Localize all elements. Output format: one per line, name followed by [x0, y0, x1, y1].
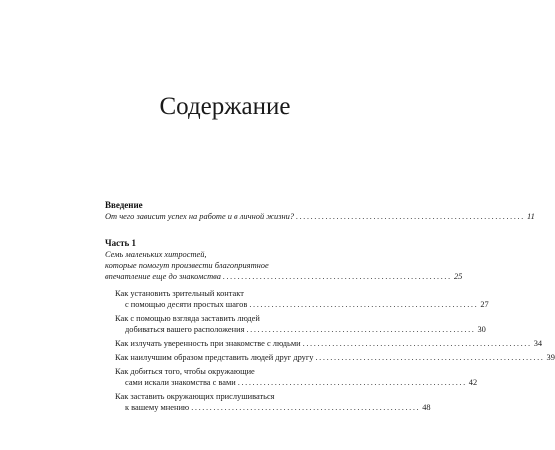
toc-entry — [115, 338, 543, 349]
toc-page-number: 25 — [453, 272, 463, 281]
toc-heading-introduction: Введение — [105, 200, 143, 210]
toc-entry-text: сами искали знакомства с вами — [125, 378, 236, 387]
toc-subsection — [115, 338, 543, 349]
dot-leader: .............................................................. — [296, 212, 526, 221]
dot-leader: .............................................................. — [249, 300, 479, 309]
dot-leader: .............................................................. — [191, 403, 421, 412]
toc-entry-text: впечатление еще до знакомства — [105, 272, 221, 281]
toc-entry-text: Как наилучшим образом представить людей друг другу — [115, 353, 314, 362]
toc-subsection — [115, 288, 489, 310]
toc-entry-line: Как добиться того, чтобы окружающие — [115, 367, 255, 376]
toc-entry-line: Как заставить окружающих прислушиваться — [115, 392, 275, 401]
toc-page-number: 34 — [533, 339, 543, 348]
toc-page-number: 42 — [468, 378, 478, 387]
toc-page-number: 48 — [422, 403, 431, 412]
toc-page-number: 39 — [546, 353, 555, 362]
toc-entry-introduction — [105, 211, 535, 222]
dot-leader: .............................................................. — [315, 353, 545, 362]
page-title: Содержание — [159, 93, 291, 120]
toc-section-part-1 — [105, 238, 555, 413]
toc-subsections — [105, 288, 555, 413]
toc-subsection — [115, 391, 431, 413]
toc-subsection — [115, 313, 486, 335]
toc-page-number: 30 — [477, 325, 486, 334]
toc-entry-text: От чего зависит успех на работе и в личной жизни? — [105, 212, 295, 221]
toc-entry-line: Как установить зрительный контакт — [115, 289, 244, 298]
toc-entry-line: Семь маленьких хитростей, — [105, 250, 207, 259]
toc-entry-part-1 — [105, 271, 463, 282]
dot-leader: .............................................................. — [222, 272, 452, 281]
toc-subsection — [115, 366, 478, 388]
toc-entry-text: Как излучать уверенность при знакомстве с людьми — [115, 339, 301, 348]
toc-entry — [115, 324, 486, 335]
dot-leader: .............................................................. — [237, 378, 467, 387]
toc-entry-text: с помощью десяти простых шагов — [125, 300, 248, 309]
toc-entry — [115, 402, 431, 413]
toc-section-introduction — [105, 200, 535, 222]
toc-entry — [115, 299, 489, 310]
toc-page-number: 11 — [527, 212, 535, 221]
toc-page-number: 27 — [480, 300, 489, 309]
dot-leader: .............................................................. — [246, 325, 476, 334]
toc-entry-text: добиваться вашего расположения — [125, 325, 245, 334]
toc-entry-line: которые помогут произвести благоприятное — [105, 261, 269, 270]
toc-subsection — [115, 352, 555, 363]
toc-heading-part-1: Часть 1 — [105, 238, 137, 248]
toc-entry — [115, 352, 555, 363]
toc-entry-text: к вашему мнению — [125, 403, 190, 412]
toc-entry — [115, 377, 478, 388]
dot-leader: .............................................................. — [302, 339, 532, 348]
toc-entry-line: Как с помощью взгляда заставить людей — [115, 314, 260, 323]
